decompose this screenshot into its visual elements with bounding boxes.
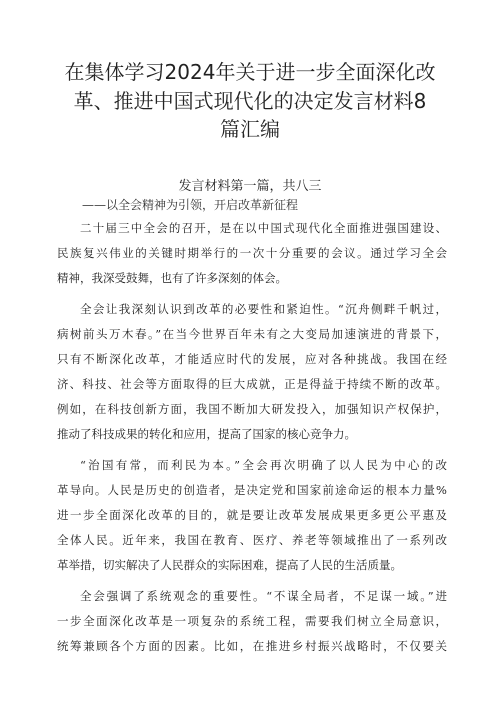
text-line: 全会强调了系统观念的重要性。“不谋全局者，不足谋一域。”进 xyxy=(80,589,447,603)
document-title xyxy=(30,58,470,144)
text-line: 只有不断深化改革，才能适应时代的发展，应对各种挑战。我国在经 xyxy=(57,352,447,366)
paragraph xyxy=(57,453,447,578)
text-line: 精神，我深受鼓舞，也有了许多深刻的体会。 xyxy=(57,271,287,285)
text-line: 民族复兴伟业的关键时期举行的一次十分重要的会议。通过学习全会 xyxy=(57,246,447,260)
paragraph xyxy=(57,297,447,447)
text-line: 全会让我深刻认识到改革的必要性和紧迫性。“沉舟侧畔千帆过， xyxy=(80,302,447,316)
paragraph xyxy=(57,216,447,291)
text-line: 进一步全面深化改革的目的，就是要让改革发展成果更多更公平惠及 xyxy=(57,508,447,522)
subheading: ——以全会精神为引领，开启改革新征程 xyxy=(82,198,299,212)
text-line: “治国有常，而利民为本。”全会再次明确了以人民为中心的改 xyxy=(80,458,447,472)
text-line: 推动了科技成果的转化和应用，提高了国家的核心竞争力。 xyxy=(57,427,356,441)
title-line: 革、推进中国式现代化的决定发言材料8 xyxy=(73,88,427,113)
text-line: 全体人民。近年来，我国在教育、医疗、养老等领域推出了一系列改 xyxy=(57,533,447,547)
document-body xyxy=(57,216,447,665)
text-line: 革举措，切实解决了人民群众的实际困难，提高了人民的生活质量。 xyxy=(57,558,402,572)
text-line: 二十届三中全会的召开，是在以中国式现代化全面推进强国建设、 xyxy=(80,221,447,235)
paragraph xyxy=(57,584,447,659)
text-line: 一步全面深化改革是一项复杂的系统工程，需要我们树立全局意识， xyxy=(57,614,447,628)
text-line: 革导向。人民是历史的创造者，是决定党和国家前途命运的根本力量% xyxy=(57,483,447,497)
title-line: 篇汇编 xyxy=(220,117,280,141)
text-line: 济、科技、社会等方面取得的巨大成就，正是得益于持续不断的改革。 xyxy=(57,377,447,391)
section-heading: 发言材料第一篇，共八三 xyxy=(178,179,322,194)
text-line: 例如，在科技创新方面，我国不断加大研发投入，加强知识产权保护， xyxy=(57,402,447,416)
text-line: 病树前头万木春。”在当今世界百年未有之大变局加速演进的背景下， xyxy=(57,327,447,341)
text-line: 统筹兼顾各个方面的因素。比如，在推进乡村振兴战略时，不仅要关 xyxy=(57,639,447,653)
title-line: 在集体学习2024年关于进一步全面深化改 xyxy=(64,60,436,84)
